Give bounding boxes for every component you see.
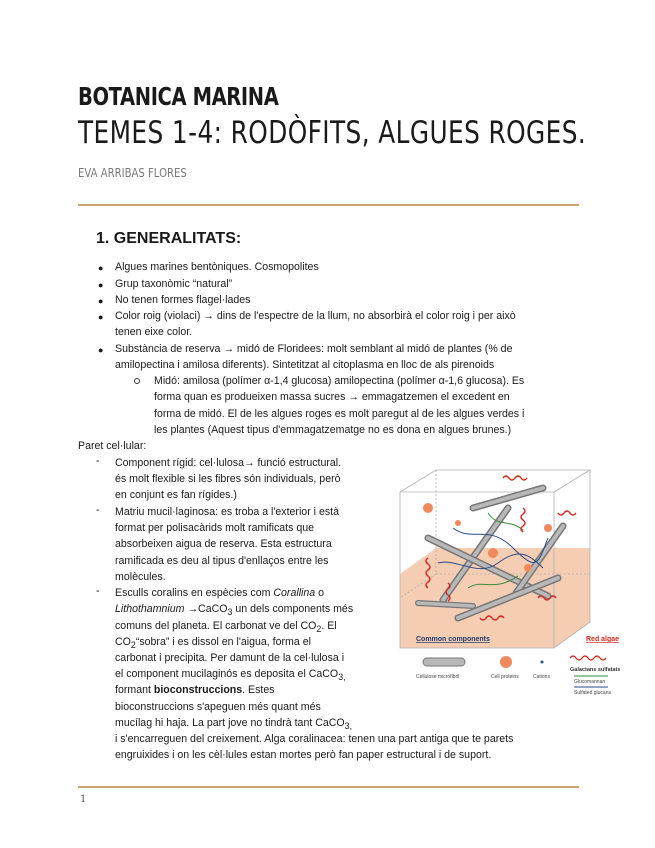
dash-text: ramificada es deu al tipus d'enllaços entre les: [115, 555, 329, 567]
bullet-dot: ●: [98, 280, 104, 290]
cell-wall-diagram: [398, 468, 643, 712]
sub-bullet-circle: [134, 378, 140, 384]
dash-text: formant bioconstruccions. Estes: [115, 684, 275, 696]
label-glucomannan: Glucomannan: [574, 679, 606, 685]
bullet-dot: ●: [98, 345, 104, 355]
bullet-text: tenen eixe color.: [115, 326, 193, 338]
label-galactans: Galactans sulfatats: [570, 667, 621, 673]
substrate-layer: [400, 548, 590, 648]
bullet-text: amilopectina i amilosa diferents). Sintetitzat al citoplasma en lloc de als pirenoids: [115, 359, 495, 371]
dash-text: format per polisacàrids molt ramificats que: [115, 522, 315, 534]
dash-text: i s'encarreguen del creixement. Alga coralinacea: tenen una part antiga que te parets: [115, 733, 514, 745]
protein-swatch: [500, 656, 512, 668]
bullet-dot: ●: [98, 296, 104, 306]
dash-text: en conjunt es fan rígides.): [115, 489, 237, 501]
dash-text: bioconstruccions s'apeguen més quant més: [115, 701, 321, 713]
sub-bullet-text: forma quan es produeixen massa sucres → emmagatzemen el excedent en: [154, 391, 510, 403]
dash-text: absorbeixen aigua de reserva. Esta estructura: [115, 538, 332, 550]
dash-text: mucílag hi haja. La part jove no tindrà tant CaCO$_{3,}$: [115, 717, 353, 732]
author-name: EVA ARRIBAS FLORES: [78, 166, 187, 180]
bullet-text: Color roig (violaci) → dins de l'espectre de la llum, no absorbirà el color roig i per això: [115, 310, 516, 322]
bullet-text: Algues marines bentòniques. Cosmopolites: [115, 261, 319, 273]
sub-bullet-text: forma de midó. El de les algues roges es molt paregut al de les algues verdes i: [154, 408, 525, 420]
galactan-swatch: [570, 656, 606, 660]
dash-marker: -: [96, 504, 100, 516]
dash-text: Component rígid: cel·lulosa→ funció estructural.: [115, 457, 342, 469]
bullet-dot: ●: [98, 312, 104, 322]
red-algae-title: Red algae: [586, 636, 620, 643]
label-sulfated: Sulfated glucans: [574, 690, 611, 696]
legend-title: Common components: [416, 636, 490, 643]
bullet-text: No tenen formes flagel·lades: [115, 294, 251, 306]
dash-text: $CO_2“sobra$” i es dissol en l'aigua, forma el: [115, 636, 311, 651]
paragraph-label: Paret cel·lular:: [78, 440, 147, 452]
dash-text: carbonat i precipita. Per damunt de la cel·lulosa i: [115, 652, 345, 664]
dash-text: és molt flexible si les fibres són individuals, però: [115, 473, 341, 485]
dash-text: Esculls coralins en espècies com Corallina o: [115, 587, 325, 599]
dash-text: engruixides i on les cèl·lules estan mortes però fan paper estructural i de suport.: [115, 749, 492, 761]
microfibril-swatch: [423, 658, 465, 666]
page-number: 1: [80, 794, 87, 805]
document-title: BOTANICA MARINA: [78, 82, 279, 111]
cation-swatch: [541, 661, 544, 664]
dash-text: molècules.: [115, 571, 166, 583]
bullet-text: Substància de reserva → midó de Floridees: molt semblant al midó de plantes (% de: [115, 343, 513, 355]
sub-bullet-text: Midó: amilosa (polímer α-1,4 glucosa) amilopectina (polímer α-1,6 glucosa). Es: [154, 375, 525, 387]
bullet-dot: ●: [98, 263, 104, 273]
footer-divider: [78, 786, 579, 788]
dash-text: el component mucilaginós es deposita el CaCO$_{3,}$: [115, 668, 346, 683]
label-proteins: Cell proteins: [491, 674, 519, 680]
dash-marker: -: [96, 585, 100, 597]
dash-marker: -: [96, 455, 100, 467]
section-heading: 1. GENERALITATS:: [96, 230, 242, 247]
bullet-text: Grup taxonòmic “natural”: [115, 278, 233, 290]
dash-text: Lithothamnium →CaCO$_3$ un dels components més: [115, 603, 354, 618]
dash-text: comuns del planeta. El carbonat ve del $CO_2$. El: [115, 620, 337, 635]
sub-bullet-text: les plantes (Aquest tipus d'emmagatzematge no es dona en algues brunes.): [154, 424, 512, 436]
label-microfibril: Cellulose microfibril: [416, 674, 460, 680]
dash-text: Matriu mucil·laginosa: es troba a l'exterior i està: [115, 506, 339, 518]
header-divider: [78, 204, 579, 206]
label-cations: Cations: [533, 674, 550, 680]
document-subtitle: TEMES 1-4: RODÒFITS, ALGUES ROGES.: [78, 115, 587, 151]
